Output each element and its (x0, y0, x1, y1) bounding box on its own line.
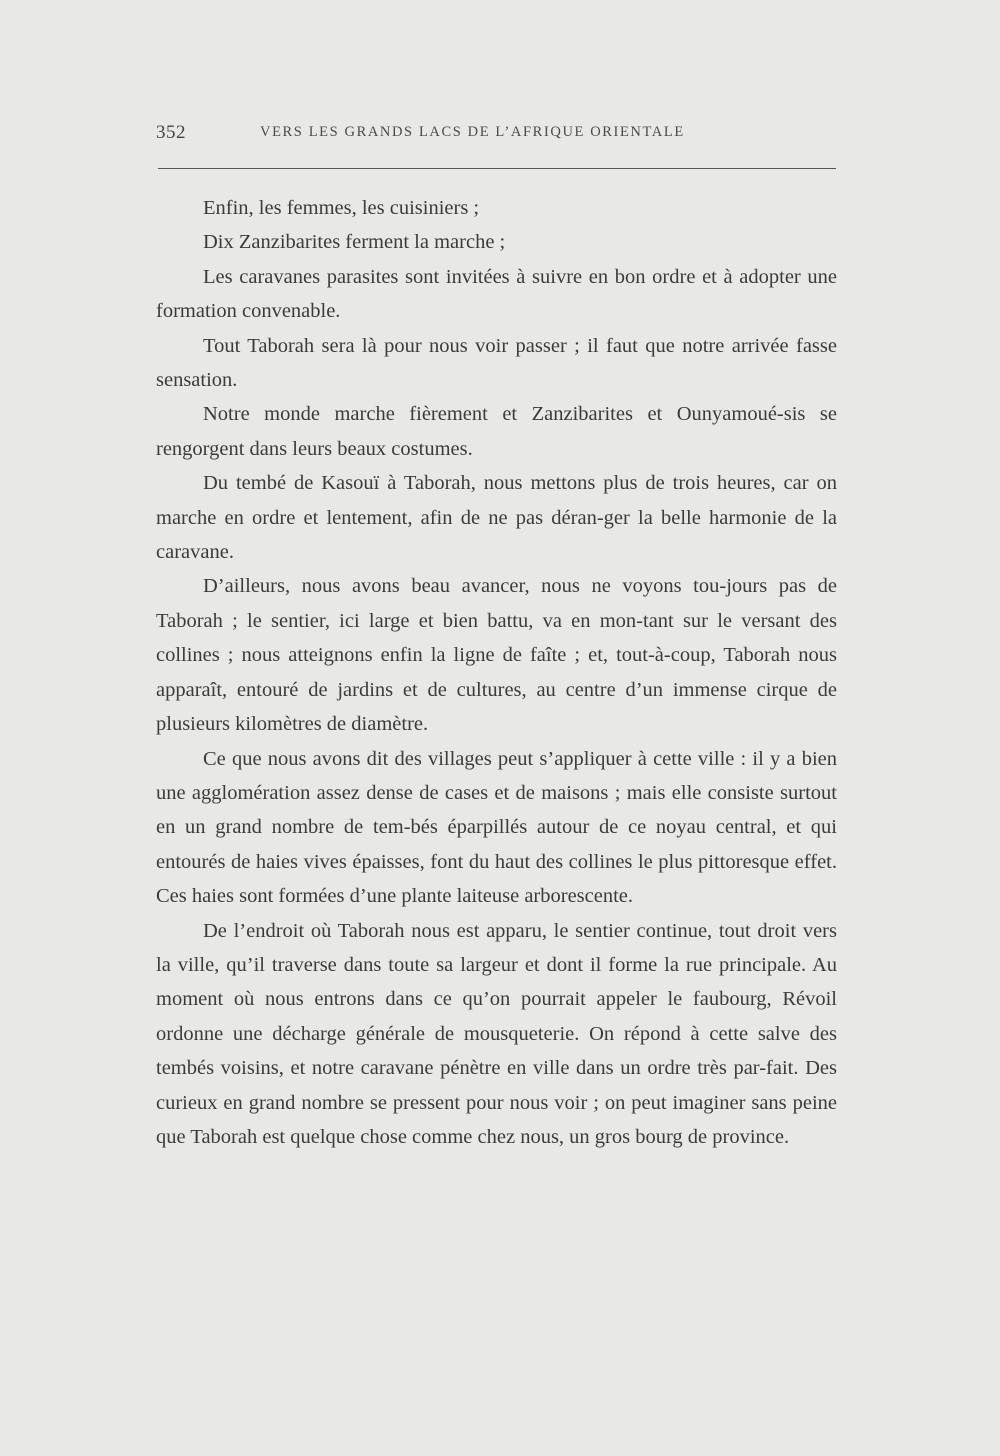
paragraph: Notre monde marche fièrement et Zanzibarites et Ounyamoué-sis se rengorgent dans leurs beaux costumes. (156, 403, 837, 460)
paragraph: Enfin, les femmes, les cuisiniers ; (203, 197, 480, 219)
running-title: VERS LES GRANDS LACS DE L’AFRIQUE ORIENTALE (260, 124, 685, 140)
body-text (156, 191, 837, 1154)
paragraph: De l’endroit où Taborah nous est apparu, le sentier continue, tout droit vers la ville, qu’il traverse dans toute sa largeur et dont il forme la rue principale. Au moment où nous entrons dans ce qu’on pourrait appeler le faubourg, Révoil ordonne une décharge générale de mousqueterie. On répond à cette salve des tembés voisins, et notre caravane pénètre en ville dans un ordre très par-fait. Des curieux en grand nombre se pressent pour nous voir ; on peut imaginer sans peine que Taborah est quelque chose comme chez nous, un gros bourg de province. (156, 919, 837, 1148)
paragraph: Du tembé de Kasouï à Taborah, nous mettons plus de trois heures, car on marche en ordre et lentement, afin de ne pas déran-ger la belle harmonie de la caravane. (156, 472, 837, 564)
page-header (156, 122, 836, 152)
paragraph: Tout Taborah sera là pour nous voir passer ; il faut que notre arrivée fasse sensation. (156, 334, 837, 392)
paragraph: Ce que nous avons dit des villages peut s’appliquer à cette ville : il y a bien une agglomération assez dense de cases et de maisons ; mais elle consiste surtout en un grand nombre de tem-bés éparpillés autour de ce noyau central, et qui entourés de haies vives épaisses, font du haut des collines le plus pittoresque effet. Ces haies sont formées d’une plante laiteuse arborescente. (156, 747, 837, 908)
paragraph: D’ailleurs, nous avons beau avancer, nous ne voyons tou-jours pas de Taborah ; le sentier, ici large et bien battu, va en mon-tant sur le versant des collines ; nous atteignons enfin la ligne de faîte ; et, tout-à-coup, Taborah nous apparaît, entouré de jardins et de cultures, au centre d’un immense cirque de plusieurs kilomètres de diamètre. (156, 575, 837, 736)
header-rule (158, 168, 836, 169)
page-number: 352 (156, 122, 186, 143)
paragraph: Les caravanes parasites sont invitées à suivre en bon ordre et à adopter une formation convenable. (156, 265, 837, 323)
paragraph: Dix Zanzibarites ferment la marche ; (203, 231, 506, 254)
